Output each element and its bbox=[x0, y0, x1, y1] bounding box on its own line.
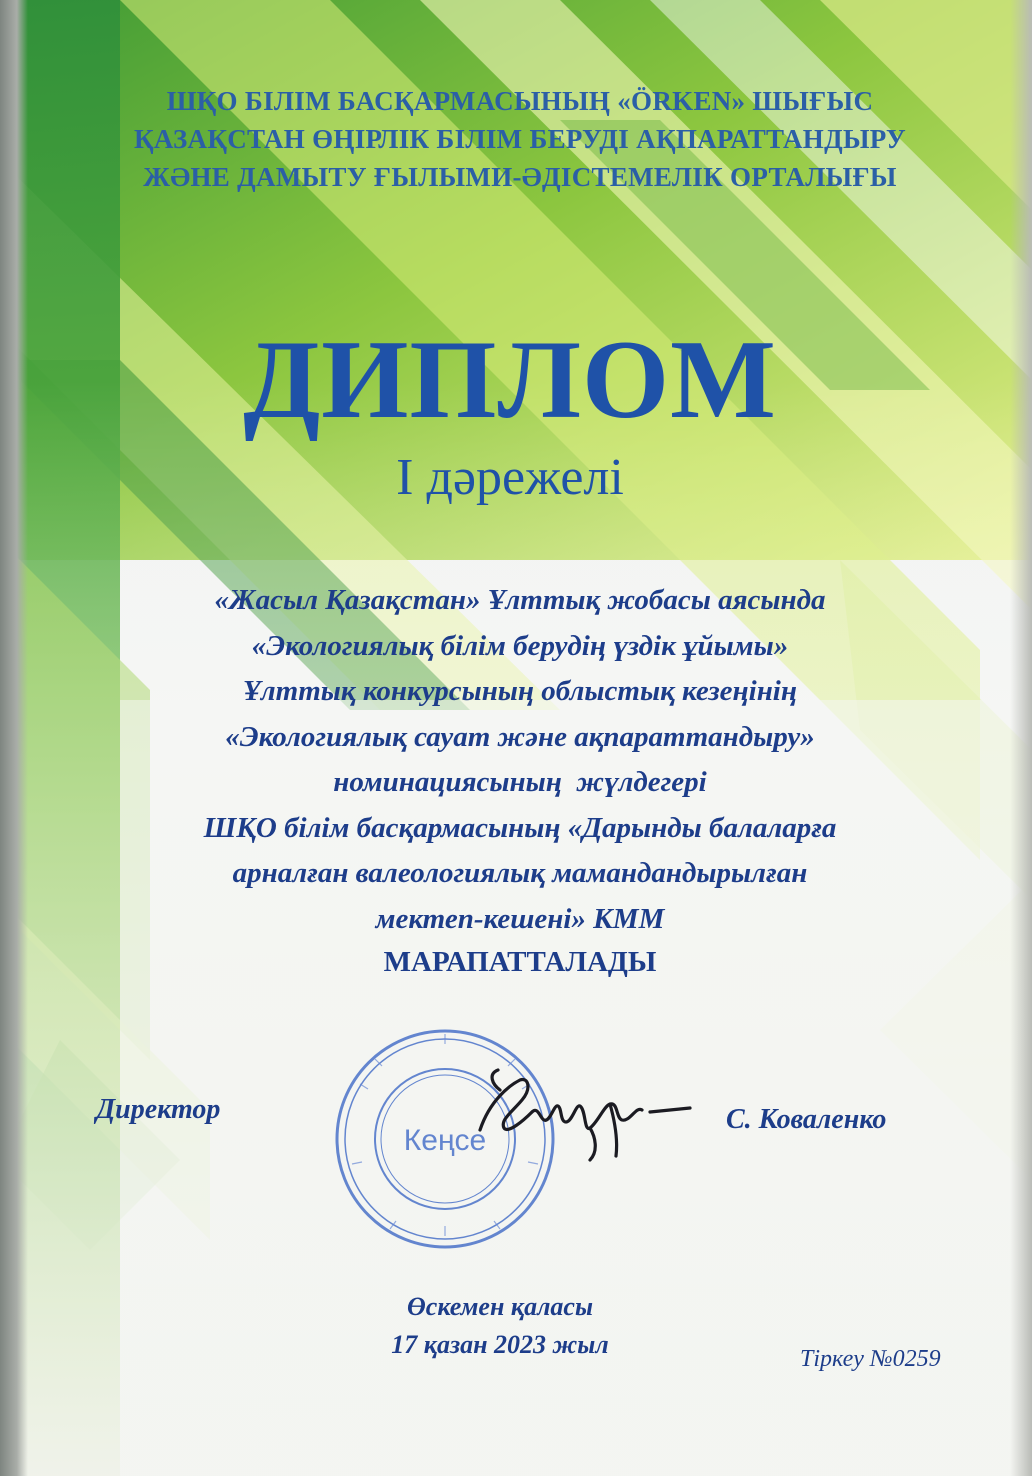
diploma-degree: І дәрежелі bbox=[396, 449, 624, 506]
issue-city: Өскемен қаласы bbox=[407, 1292, 593, 1321]
issuer-header-line-3: ЖӘНЕ ДАМЫТУ ҒЫЛЫМИ-ӘДІСТЕМЕЛІК ОРТАЛЫҒЫ bbox=[143, 162, 897, 192]
award-description-line-1: «Жасыл Қазақстан» Ұлттық жобасы аясында bbox=[214, 584, 826, 616]
paper-right-edge-shadow bbox=[1010, 0, 1032, 1476]
awarded-label: МАРАПАТТАЛАДЫ bbox=[383, 946, 657, 978]
paper-left-edge-shadow bbox=[0, 0, 28, 1476]
issue-date: 17 қазан 2023 жыл bbox=[391, 1330, 609, 1359]
director-name: С. Коваленко bbox=[726, 1104, 887, 1135]
award-description-line-7: арналған валеологиялық мамандандырылған bbox=[232, 857, 808, 889]
issuer-header bbox=[60, 82, 980, 196]
award-description-line-6: ШҚО білім басқармасының «Дарынды балаларға bbox=[203, 811, 837, 844]
award-description-line-5: номинациясының жүлдегері bbox=[333, 766, 707, 798]
issue-place-date bbox=[300, 1288, 700, 1364]
stamp-center-text: Кеңсе bbox=[403, 1124, 487, 1157]
director-signature bbox=[440, 1060, 700, 1170]
award-description-line-4: «Экологиялық сауат және ақпараттандыру» bbox=[225, 720, 815, 753]
award-description-line-3: Ұлттық конкурсының облыстық кезеңінің bbox=[243, 675, 797, 707]
diploma-title: ДИПЛОМ bbox=[243, 318, 777, 442]
issuer-header-line-1: ШҚО БІЛІМ БАСҚАРМАСЫНЫҢ «ÖRKEN» ШЫҒЫС bbox=[166, 86, 874, 116]
award-description-line-2: «Экологиялық білім берудің үздік ұйымы» bbox=[251, 629, 789, 662]
award-description bbox=[80, 578, 960, 942]
award-description-line-8: мектеп-кешені» КММ bbox=[375, 902, 665, 935]
registration-number: Тіркеу №0259 bbox=[800, 1346, 941, 1372]
issuer-header-line-2: ҚАЗАҚСТАН ӨҢІРЛІК БІЛІМ БЕРУДІ АҚПАРАТТАНДЫРУ bbox=[133, 124, 906, 154]
director-role: Директор bbox=[96, 1094, 221, 1125]
